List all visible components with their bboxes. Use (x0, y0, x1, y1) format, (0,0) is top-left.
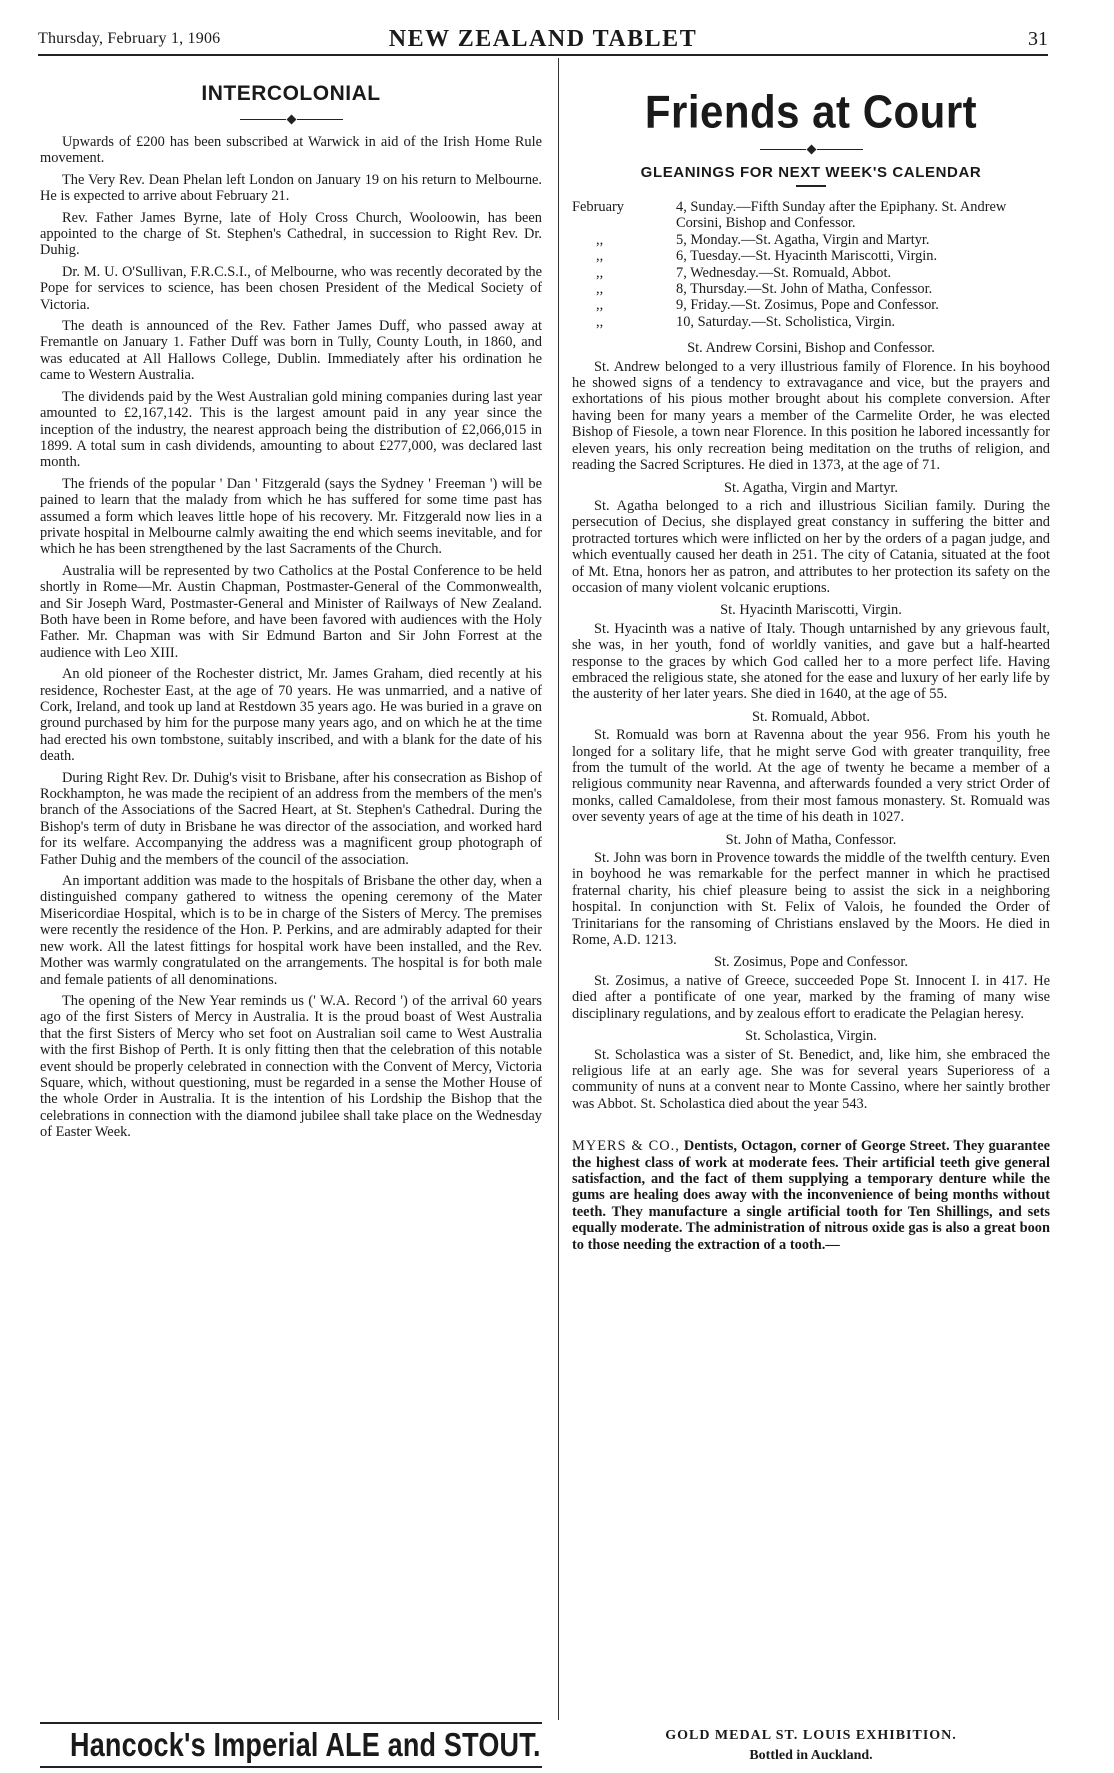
news-paragraph: The Very Rev. Dean Phelan left London on January 19 on his return to Melbourne. He is expected to arrive about February 21. (40, 171, 542, 205)
news-paragraph: Australia will be represented by two Catholics at the Postal Conference to be held shortly in Rome—Mr. Austin Chapman, Postmaster-General of the Commonwealth, and Sir Joseph Ward, Postmaster-General and Minister of Railways of New Zealand. Both have been in Rome before, and have been favored with audiences with the Holy Father. Mr. Chapman was with Sir Edmund Barton and Sir John Forrest at the audience with Leo XIII. (40, 562, 542, 661)
saint-text: St. John was born in Provence towards the middle of the twelfth century. Even in boyhood he was remarkable for the perfect manner in which he practised fraternal charity, his chief pleasure being to assist the sick in a neighboring hospital. In conjunction with St. Felix of Valois, he founded the Order of Trinitarians for the ransoming of Christians enslaved by the Moors. He died in Rome, A.D. 1213. (572, 850, 1050, 949)
calendar-day: 9, Friday.—St. Zosimus, Pope and Confessor. (676, 297, 939, 314)
publication-title: NEW ZEALAND TABLET (388, 26, 698, 52)
short-rule (796, 185, 826, 187)
saint-heading: St. Agatha, Virgin and Martyr. (723, 479, 899, 496)
saint-text: St. Romuald was born at Ravenna about the year 956. From his youth he longed for a solitary life, that he might serve God with greater tranquility, free from the tumult of the world. At the age of twenty he became a member of a religious community near Ravenna, and afterwards founded a very strict Order of monks, called Camaldolese, from their most famous monastery. St. Romuald was over seventy years of age at the time of his death in 1027. (572, 727, 1050, 826)
intercolonial-column (40, 68, 542, 1146)
calendar-month: ,, (596, 231, 604, 248)
advertisement-text: Dentists, Octagon, corner of George Street. They guarantee the highest class of work at moderate fees. Their artificial teeth give general satisfaction, and the fact of them supplying a temporary denture while the gums are healing does away with the inconvenience of being months without teeth. They manufacture a single artificial tooth for Ten Shillings, and sets equally moderate. The administration of nitrous oxide gas is also a great boon to those needing the extraction of a tooth.— (572, 1138, 1050, 1253)
saint-text: St. Agatha belonged to a rich and illustrious Sicilian family. During the persecution of Decius, she displayed great constancy in suffering the bitter and protracted tortures which were inflicted on her by the orders of a pagan judge, and which eventually caused her death in 251. The city of Catania, situated at the foot of Mt. Etna, honors her as patron, and attributes to her protection its safety on the occasion of many violent volcanic eruptions. (572, 497, 1050, 596)
news-paragraph: Upwards of £200 has been subscribed at Warwick in aid of the Irish Home Rule movement. (40, 134, 542, 167)
hancock-ale-text: Hancock's Imperial ALE and STOUT. (70, 1726, 541, 1764)
issue-date: Thursday, February 1, 1906 (38, 30, 221, 47)
calendar-entry (572, 314, 1050, 330)
saint-heading: St. Scholastica, Virgin. (745, 1028, 877, 1045)
news-paragraph: Dr. M. U. O'Sullivan, F.R.C.S.I., of Melbourne, who was recently decorated by the Pope for services to science, has been chosen President of the Medical Society of Victoria. (40, 263, 542, 313)
calendar-day: 8, Thursday.—St. John of Matha, Confessor. (676, 281, 933, 298)
calendar-entry (572, 199, 1050, 232)
news-paragraph: The dividends paid by the West Australian gold mining companies during last year amounted to £2,167,142. This is the largest amount paid in any year since the inception of the industry, the nearest approach being the distribution of £2,066,015 in 1899. A total sum in cash dividends, amounting to about £277,000, was declared last month. (40, 388, 542, 471)
ale-advertisement (40, 1722, 542, 1764)
calendar-entry (572, 281, 1050, 297)
news-paragraph: The death is announced of the Rev. Father James Duff, who passed away at Fremantle on January 1. Father Duff was born in Tully, County Louth, in 1860, and was educated at All Hallows College, Dublin. Immediately after his ordination he came to Western Australia. (40, 318, 542, 384)
saint-text: St. Scholastica was a sister of St. Benedict, and, like him, she embraced the religious life at an early age. She was for several years Superioress of a community of nuns at a convent near to Monte Cassino, where her saintly brother was Abbot. St. Scholastica died about the year 543. (572, 1046, 1050, 1112)
section-title: INTERCOLONIAL (201, 82, 381, 105)
exhibition-notice (572, 1722, 1050, 1762)
saint-heading: St. Romuald, Abbot. (752, 708, 870, 725)
saint-text: St. Zosimus, a native of Greece, succeeded Pope St. Innocent I. in 417. He died after a pontificate of one year, marked by the framing of many wise disciplinary regulations, and by zealous effort to eradicate the Pelagian heresy. (572, 972, 1050, 1022)
calendar-day: 7, Wednesday.—St. Romuald, Abbot. (676, 264, 892, 281)
saint-text: St. Andrew belonged to a very illustrious family of Florence. In his boyhood he showed signs of a tendency to extravagance and vice, but the prayers and exhortations of his pious mother brought about his complete conversion. After having been for many years a member of the Carmelite Order, he was elected Bishop of Fiesole, a town near Florence. In this position he labored incessantly for eleven years, his only recreation being meditation on the truths of religion, and reading the Sacred Scriptures. He died in 1373, at the age of 71. (572, 358, 1050, 474)
ornament-divider (572, 140, 1050, 150)
saint-heading: St. Zosimus, Pope and Confessor. (714, 954, 908, 971)
bottom-rule (40, 1766, 542, 1768)
calendar-month: ,, (596, 297, 604, 314)
calendar-day: 10, Saturday.—St. Scholistica, Virgin. (676, 313, 896, 330)
calendar-month: ,, (596, 248, 604, 265)
section-subtitle: GLEANINGS FOR NEXT WEEK'S CALENDAR (640, 164, 982, 181)
saint-text: St. Hyacinth was a native of Italy. Though untarnished by any grievous fault, she was, in her youth, fond of worldly vanities, and gave but a half-hearted response to the graces by which God called her to a more perfect life. Having embraced the religious state, she atoned for the ease and luxury of her early life by the austerity of her later years. She died in 1640, at the age of 55. (572, 620, 1050, 703)
gold-medal-text: GOLD MEDAL ST. LOUIS EXHIBITION. (665, 1728, 957, 1743)
masthead (38, 26, 1048, 56)
calendar-entry (572, 265, 1050, 281)
calendar-entry (572, 248, 1050, 264)
news-paragraph: Rev. Father James Byrne, late of Holy Cross Church, Wooloowin, has been appointed to the charge of St. Stephen's Cathedral, in succession to Right Rev. Dr. Duhig. (40, 209, 542, 259)
saint-heading: St. Andrew Corsini, Bishop and Confessor. (687, 340, 935, 357)
calendar-day: 5, Monday.—St. Agatha, Virgin and Martyr. (676, 231, 930, 248)
advertiser-name: MYERS & CO., (572, 1138, 680, 1155)
ornament-divider (40, 110, 542, 120)
saint-heading: St. Hyacinth Mariscotti, Virgin. (720, 602, 902, 619)
section-title: Friends at Court (644, 85, 978, 138)
news-paragraph: An old pioneer of the Rochester district, Mr. James Graham, died recently at his residence, Rochester East, at the age of 70 years. He was unmarried, and a native of Cork, Ireland, and took up land at Restdown 35 years ago. He was buried in a grave on ground purchased by him for the purpose many years ago, and on which he at the time had erected his own tombstone, suitably inscribed, and with a blank for the date of his death. (40, 666, 542, 765)
calendar-month: ,, (596, 313, 604, 330)
news-paragraph: The friends of the popular ' Dan ' Fitzgerald (says the Sydney ' Freeman ') will be pained to learn that the malady from which he has suffered for some time past has assumed a form which leaves little hope of his recovery. Mr. Fitzgerald now lies in a private hospital in Melbourne calmly awaiting the end which seems inevitable, and for which he has been strengthened by the last Sacraments of the Church. (40, 475, 542, 558)
calendar-entry (572, 297, 1050, 313)
calendar-day: 6, Tuesday.—St. Hyacinth Mariscotti, Virgin. (676, 248, 938, 265)
saint-heading: St. John of Matha, Confessor. (725, 831, 897, 848)
news-paragraph: The opening of the New Year reminds us (' W.A. Record ') of the arrival 60 years ago of the first Sisters of Mercy in Australia. It is the proud boast of West Australia that the first Sisters of Mercy who set foot on Australian soil came to West Australia with the first Bishop of Perth. It is only fitting then that the celebration of this notable event should be properly celebrated in connection with the Convent of Mercy, Victoria Square, which, without questioning, must be regarded in a sense the Mother House of the whole Order in Australia. It is the intention of his Lordship the Bishop that the celebrations in connection with the diamond jubilee shall take place on the Wednesday of Easter Week. (40, 992, 542, 1141)
dentist-advertisement (572, 1138, 1050, 1253)
friends-at-court-column (572, 68, 1050, 1253)
news-paragraph: An important addition was made to the hospitals of Brisbane the other day, when a distinguished company gathered to witness the opening ceremony of the Mater Misericordiae Hospital, which is to be in charge of the Sisters of Mercy. The premises were recently the residence of the Hon. P. Perkins, and are admirably adapted for their new work. All the latest fittings for hospital work have been installed, and the Rev. Mother was warmly congratulated on the arrangements. The hospital is for both male and female patients of all denominations. (40, 873, 542, 988)
news-paragraph: During Right Rev. Dr. Duhig's visit to Brisbane, after his consecration as Bishop of Rockhampton, he was made the recipient of an address from the members of the men's branch of the Associations of the Sacred Heart, at St. Stephen's Cathedral. During the Bishop's term of duty in Brisbane he was director of the association, and worked hard for its welfare. Accompanying the address was a magnificent group photograph of Father Duhig and the members of the council of the association. (40, 769, 542, 868)
page-number: 31 (1028, 28, 1048, 50)
calendar-day: 4, Sunday.—Fifth Sunday after the Epiphany. St. Andrew Corsini, Bishop and Confessor. (676, 199, 1007, 232)
calendar-month: ,, (596, 264, 604, 281)
calendar-entry (572, 232, 1050, 248)
calendar-month: ,, (596, 281, 604, 298)
bottled-text: Bottled in Auckland. (749, 1748, 873, 1763)
calendar-month: February (572, 199, 624, 215)
column-divider (558, 58, 559, 1720)
calendar-list (572, 199, 1050, 330)
